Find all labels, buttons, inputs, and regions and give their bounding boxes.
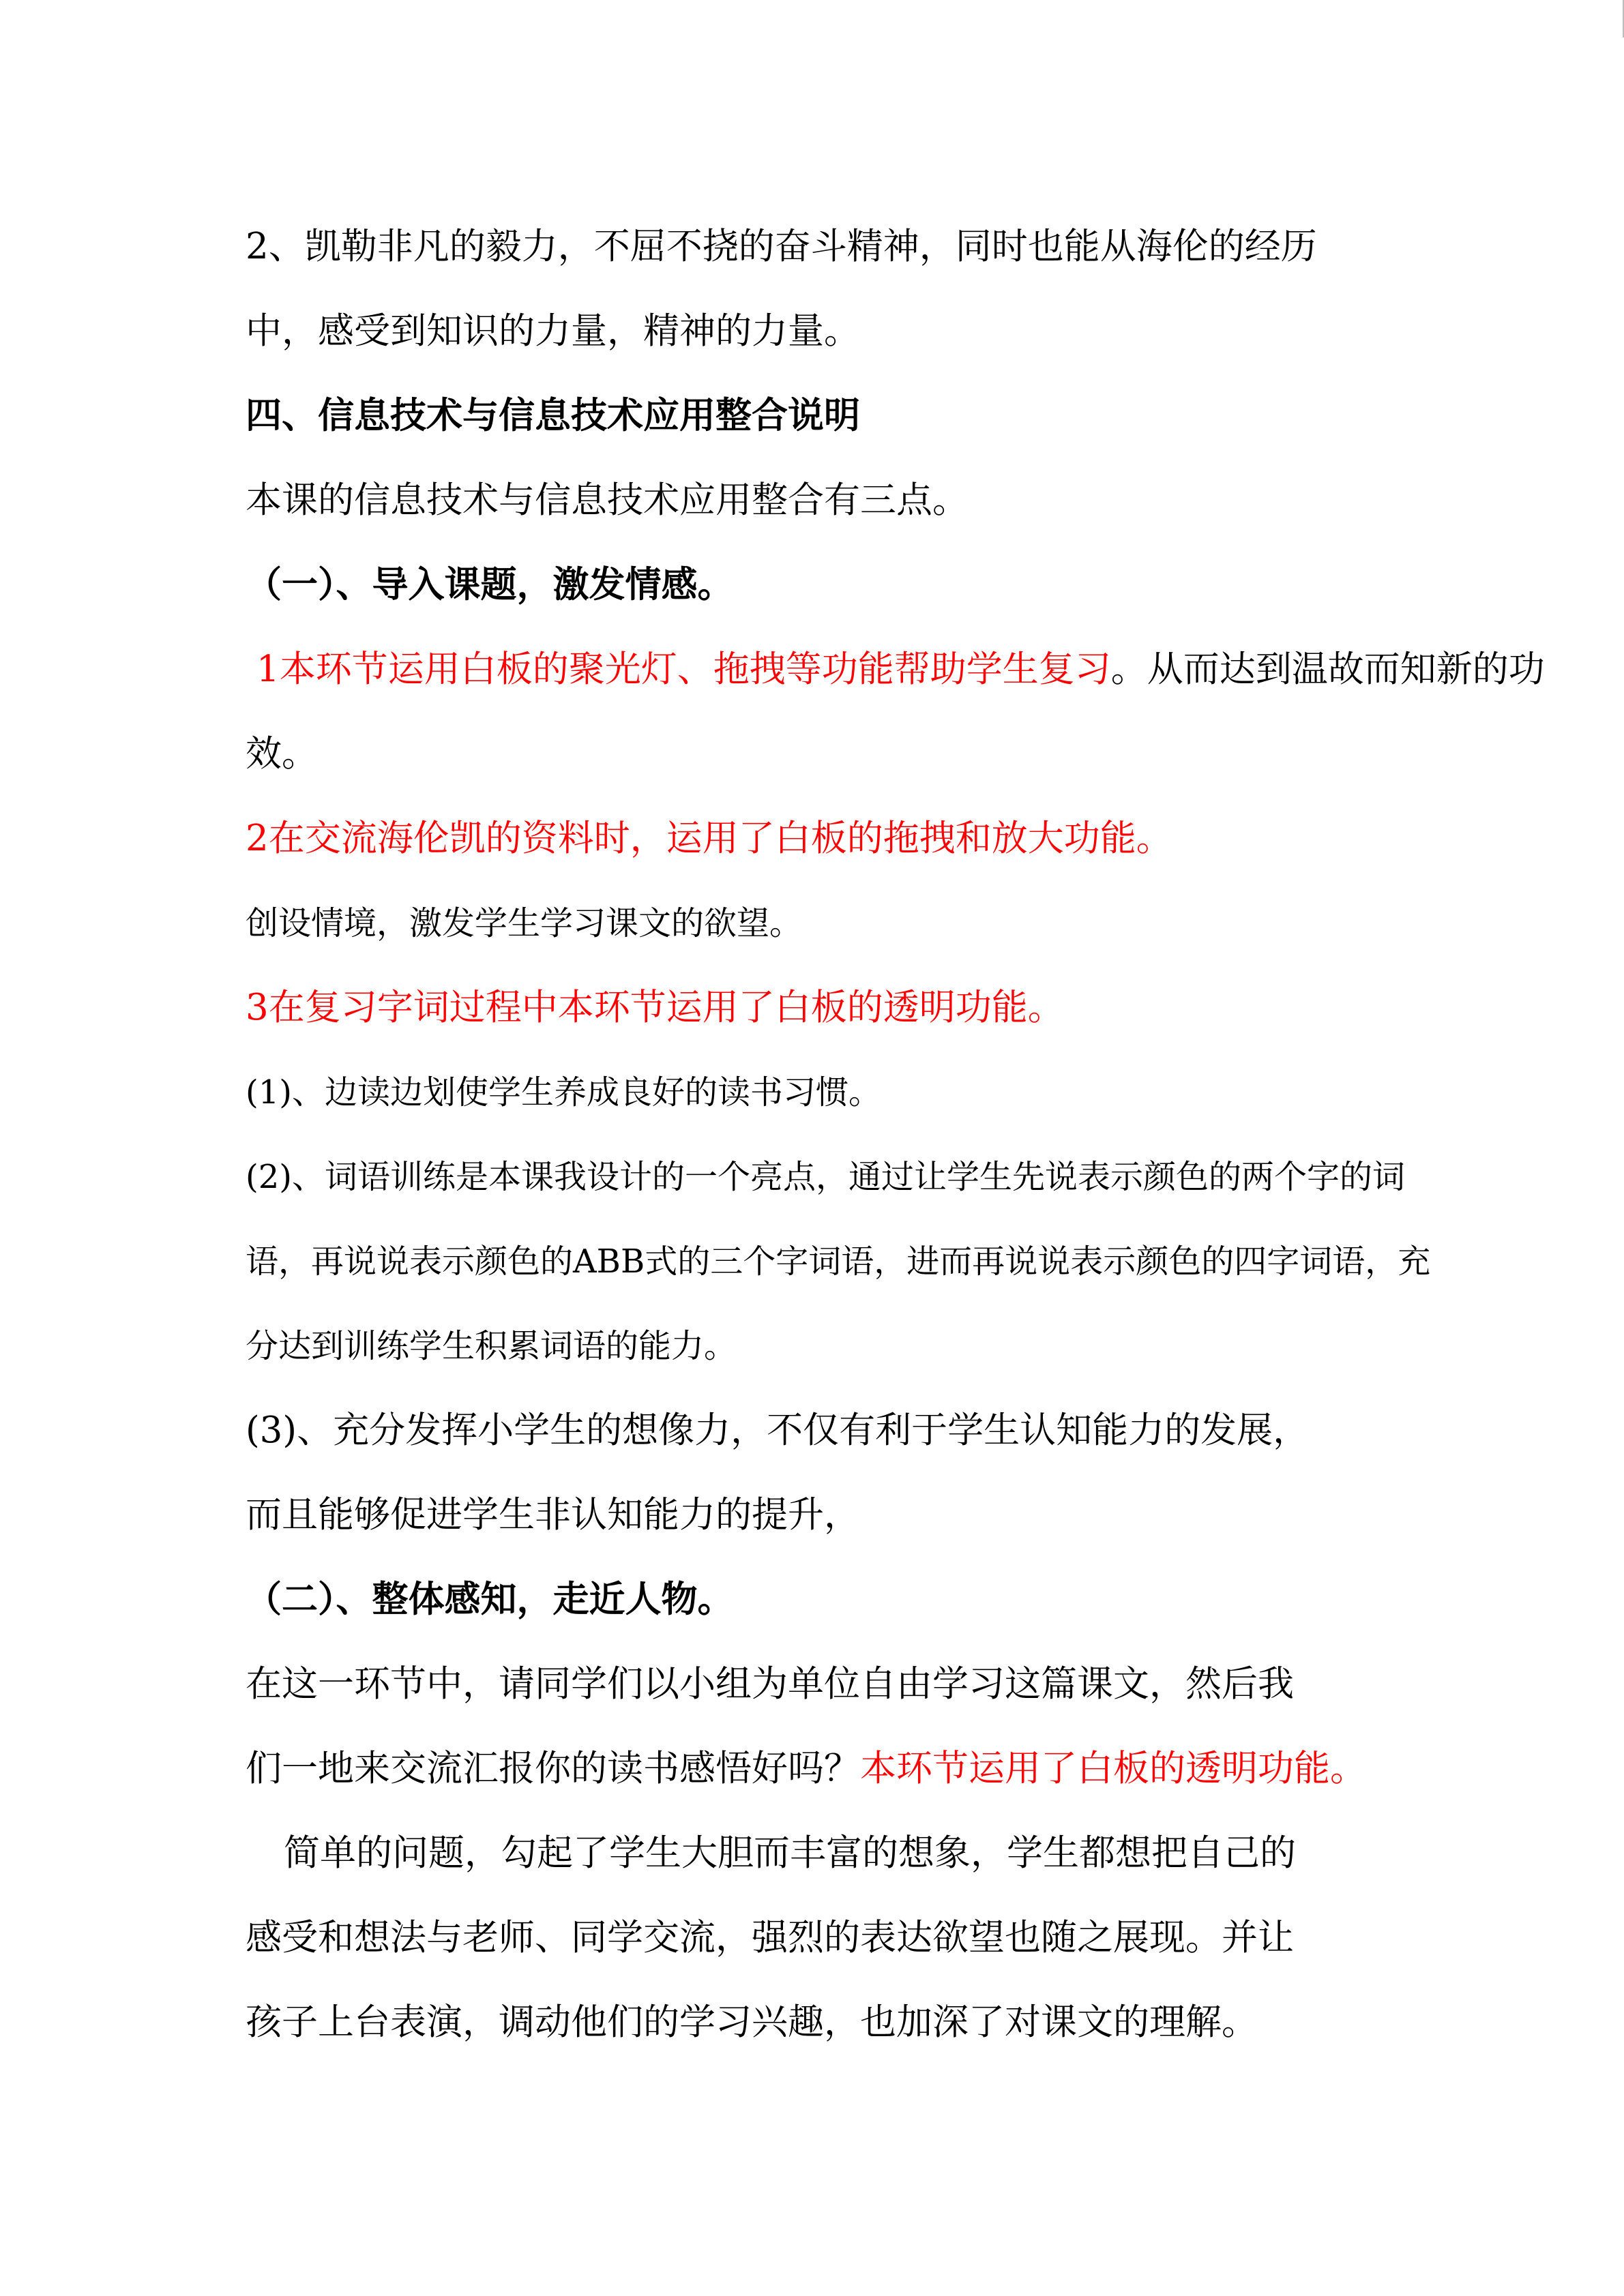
paragraph-line: 中，感受到知识的力量，精神的力量。 — [246, 310, 860, 352]
paragraph-line: 孩子上台表演，调动他们的学习兴趣，也加深了对课文的理解。 — [246, 2001, 1258, 2043]
paragraph-text: 们一地来交流汇报你的读书感悟好吗？ — [246, 1748, 860, 1789]
highlighted-line: 3在复习字词过程中本环节运用了白板的透明功能。 — [246, 987, 1064, 1028]
paragraph-text: 。从而达到温故而知新的功 — [1110, 648, 1545, 690]
paragraph-line: 语，再说说表示颜色的ABB式的三个字词语，进而再说说表示颜色的四字词语，充 — [246, 1242, 1431, 1281]
paragraph-line: 创设情境，激发学生学习课文的欲望。 — [246, 904, 803, 942]
paragraph-line: 在这一环节中，请同学们以小组为单位自由学习这篇课文，然后我 — [246, 1663, 1294, 1705]
paragraph-line — [246, 1727, 1378, 1811]
list-item: (1)、边读边划使学生养成良好的读书习惯。 — [246, 1073, 881, 1112]
paragraph-line: 2、凯勒非凡的毅力，不屈不挠的奋斗精神，同时也能从海伦的经历 — [246, 226, 1317, 267]
highlighted-line: 2在交流海伦凯的资料时，运用了白板的拖拽和放大功能。 — [246, 818, 1172, 859]
list-item: (3)、充分发挥小学生的想像力，不仅有利于学生认知能力的发展， — [246, 1410, 1310, 1451]
paragraph-line: 而且能够促进学生非认知能力的提升， — [246, 1494, 860, 1536]
list-item: (2)、词语训练是本课我设计的一个亮点，通过让学生先说表示颜色的两个字的词 — [246, 1158, 1405, 1196]
paragraph-line: 感受和想法与老师、同学交流，强烈的表达欲望也随之展现。并让 — [246, 1917, 1294, 1958]
highlighted-text: 1本环节运用白板的聚光灯、拖拽等功能帮助学生复习 — [256, 648, 1111, 690]
subsection-heading: （二）、整体感知，走近人物。 — [246, 1579, 734, 1620]
subsection-heading: （一）、导入课题，激发情感。 — [246, 564, 734, 606]
document-body — [246, 205, 1545, 2065]
paragraph-line — [246, 627, 1545, 712]
paragraph-line: 本课的信息技术与信息技术应用整合有三点。 — [246, 479, 969, 521]
paragraph-line: 简单的问题，勾起了学生大胆而丰富的想象，学生都想把自己的 — [284, 1832, 1296, 1874]
highlighted-text: 本环节运用了白板的透明功能。 — [860, 1748, 1366, 1789]
section-heading: 四、信息技术与信息技术应用整合说明 — [246, 395, 860, 436]
paragraph-line: 效。 — [246, 733, 318, 775]
paragraph-line: 分达到训练学生积累词语的能力。 — [246, 1327, 737, 1365]
